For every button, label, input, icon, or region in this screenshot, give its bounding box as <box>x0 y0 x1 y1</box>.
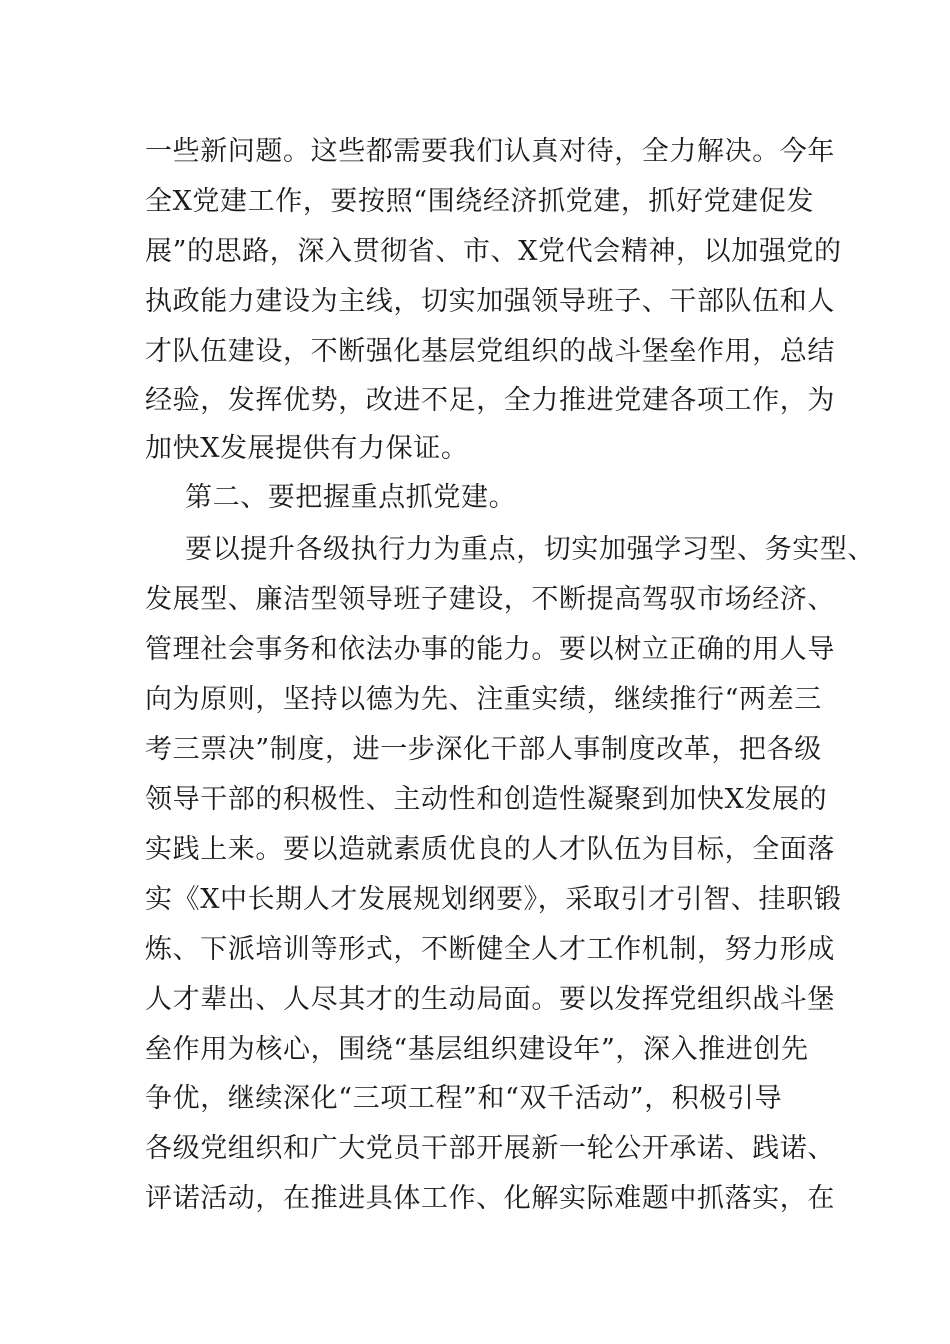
text-line: 执政能力建设为主线，切实加强领导班子、干部队伍和人 <box>145 286 835 317</box>
text-line: 实践上来。要以造就素质优良的人才队伍为目标，全面落 <box>145 834 835 865</box>
text-line: 要以提升各级执行力为重点，切实加强学习型、务实型、 <box>185 534 875 565</box>
text-line: 实《X中长期人才发展规划纲要》，采取引才引智、挂职锻 <box>145 884 842 915</box>
text-line: 考三票决”制度，进一步深化干部人事制度改革，把各级 <box>145 734 822 765</box>
text-line: 领导干部的积极性、主动性和创造性凝聚到加快X发展的 <box>145 784 828 815</box>
text-line: 加快X发展提供有力保证。 <box>145 433 469 464</box>
text-line: 向为原则，坚持以德为先、注重实绩，继续推行“两差三 <box>145 684 822 715</box>
text-line: 展”的思路，深入贯彻省、市、X党代会精神，以加强党的 <box>145 236 842 267</box>
text-line: 经验，发挥优势，改进不足，全力推进党建各项工作，为 <box>145 385 835 416</box>
section-heading: 第二、要把握重点抓党建。 <box>185 482 517 513</box>
text-line: 发展型、廉洁型领导班子建设，不断提高驾驭市场经济、 <box>145 584 835 615</box>
text-line: 管理社会事务和依法办事的能力。要以树立正确的用人导 <box>145 634 835 665</box>
text-line: 争优，继续深化“三项工程”和“双千活动”，积极引导 <box>145 1083 783 1114</box>
text-line: 才队伍建设，不断强化基层党组织的战斗堡垒作用，总结 <box>145 336 835 367</box>
text-line: 全X党建工作，要按照“围绕经济抓党建，抓好党建促发 <box>145 186 815 217</box>
text-line: 各级党组织和广大党员干部开展新一轮公开承诺、践诺、 <box>145 1133 835 1164</box>
text-line: 评诺活动，在推进具体工作、化解实际难题中抓落实，在 <box>145 1183 835 1214</box>
text-line: 一些新问题。这些都需要我们认真对待，全力解决。今年 <box>145 136 835 167</box>
text-line: 人才辈出、人尽其才的生动局面。要以发挥党组织战斗堡 <box>145 984 835 1015</box>
text-line: 炼、下派培训等形式，不断健全人才工作机制，努力形成 <box>145 934 835 965</box>
text-line: 垒作用为核心，围绕“基层组织建设年”，深入推进创先 <box>145 1034 809 1065</box>
